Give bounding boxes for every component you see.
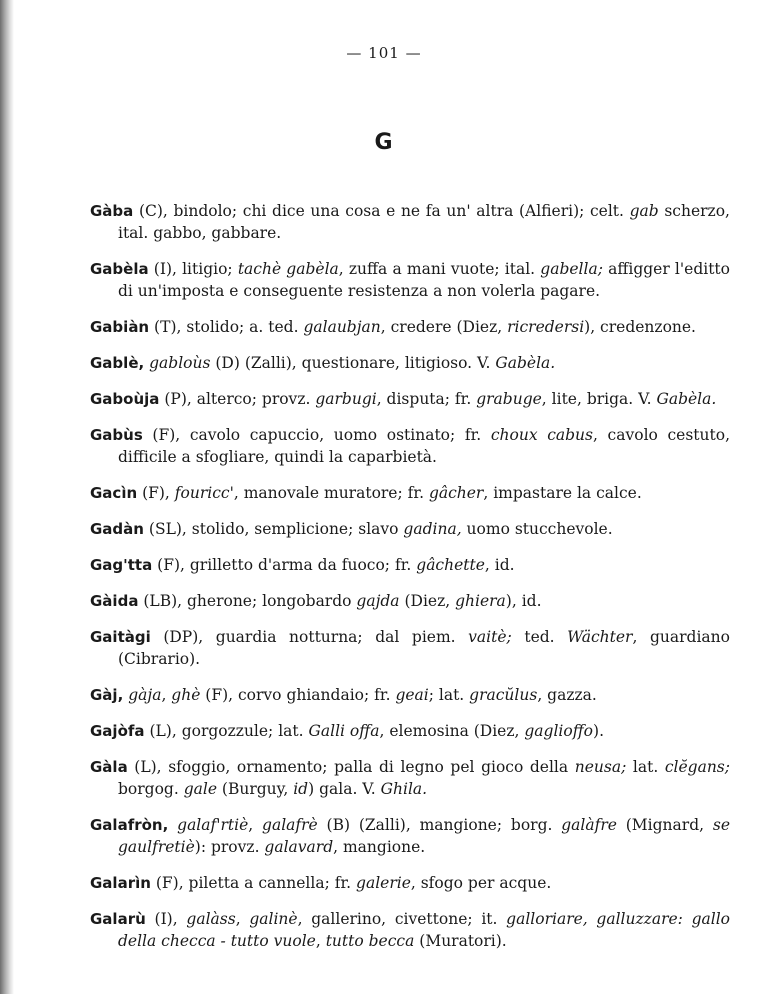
entry-text: (T), stolido; a. ted. — [149, 318, 304, 336]
entry-italic-text: gàja — [128, 686, 162, 704]
entry-text: scherzo, ital. gabbo, gabbare. — [118, 202, 730, 242]
entry-text: (P), alterco; provz. — [159, 390, 316, 408]
entry-italic-text: galerie — [356, 874, 411, 892]
entry-text: , impastare la calce. — [483, 484, 642, 502]
entry-headword: Gabiàn — [90, 318, 150, 336]
entry-text: (L), gorgozzule; lat. — [144, 722, 309, 740]
entry-italic-text: se gaulfretiè — [118, 816, 730, 856]
entry-italic-text: vaitè; — [468, 628, 512, 646]
entry-text: , — [248, 816, 263, 834]
entry-text: (Burguy, — [217, 780, 294, 798]
entry-text: (B) (Zalli), mangione; borg. — [317, 816, 562, 834]
dictionary-entry — [90, 554, 730, 576]
entry-text — [168, 816, 177, 834]
entry-italic-text: id — [293, 780, 309, 798]
entry-italic-text: gab — [629, 202, 659, 220]
entry-text: ), id. — [505, 592, 542, 610]
entry-text: , mangione. — [333, 838, 426, 856]
entry-text: (I), litigio; — [148, 260, 238, 278]
entry-text: ; lat. — [428, 686, 470, 704]
entry-headword: Gag'tta — [90, 556, 153, 574]
entry-text: (SL), stolido, semplicione; slavo — [143, 520, 404, 538]
entry-italic-text: gâchette — [416, 556, 485, 574]
dictionary-entry — [90, 872, 730, 894]
entry-headword: Gàba — [90, 202, 134, 220]
entry-headword: Galarù — [90, 910, 146, 928]
entry-headword: Gablè, — [90, 354, 145, 372]
entry-italic-text: ghiera — [455, 592, 506, 610]
entry-italic-text: Gabèla. — [656, 390, 717, 408]
entry-text: ) gala. V. — [308, 780, 381, 798]
entry-italic-text: gracŭlus — [469, 686, 538, 704]
entry-text: ). — [593, 722, 604, 740]
dictionary-entry — [90, 258, 730, 302]
entry-italic-text: gadina, — [403, 520, 462, 538]
entry-italic-text: galaf'rtiè — [177, 816, 249, 834]
entry-italic-text: tachè gabèla — [237, 260, 339, 278]
entry-italic-text: clĕgans; — [664, 758, 730, 776]
dictionary-entries — [90, 200, 730, 966]
entry-text: , — [161, 686, 172, 704]
entry-italic-text: gabloùs — [149, 354, 211, 372]
entry-headword: Galafròn, — [90, 816, 169, 834]
entry-headword: Gabèla — [90, 260, 149, 278]
entry-italic-text: galloriare, galluzzare: gallo della checca - tutto vuole — [118, 910, 731, 950]
entry-text: , elemosina (Diez, — [379, 722, 525, 740]
entry-text: (I), — [145, 910, 187, 928]
entry-italic-text: galavard — [264, 838, 334, 856]
entry-text: , sfogo per acque. — [410, 874, 552, 892]
entry-text: ), credenzone. — [584, 318, 696, 336]
entry-italic-text: neusa; — [574, 758, 627, 776]
entry-text: (F), — [137, 484, 175, 502]
dictionary-entry — [90, 388, 730, 410]
entry-headword: Gadàn — [90, 520, 144, 538]
entry-text: , gazza. — [537, 686, 597, 704]
entry-text: (Muratori). — [414, 932, 507, 950]
entry-text: (LB), gherone; longobardo — [138, 592, 357, 610]
entry-headword: Galarìn — [90, 874, 151, 892]
entry-text: ): provz. — [194, 838, 265, 856]
entry-italic-text: fouricc' — [174, 484, 234, 502]
entry-text: , — [315, 932, 326, 950]
entry-italic-text: galafrè — [262, 816, 318, 834]
entry-headword: Gajòfa — [90, 722, 145, 740]
entry-text: , lite, briga. V. — [541, 390, 657, 408]
dictionary-entry — [90, 626, 730, 670]
entry-text: uomo stucchevole. — [461, 520, 613, 538]
entry-text: (Diez, — [399, 592, 456, 610]
dictionary-entry — [90, 684, 730, 706]
entry-text: (C), bindolo; chi dice una cosa e ne fa un' altra (Alfieri); celt. — [133, 202, 630, 220]
dictionary-entry — [90, 352, 730, 374]
entry-text: affigger l'editto di un'imposta e conseguente resistenza a non volerla pagare. — [118, 260, 730, 300]
entry-text: , disputa; fr. — [376, 390, 477, 408]
entry-headword: Gaboùja — [90, 390, 160, 408]
entry-text: , manovale muratore; fr. — [233, 484, 429, 502]
dictionary-entry — [90, 424, 730, 468]
entry-italic-text: galaubjan — [303, 318, 381, 336]
dictionary-entry — [90, 814, 730, 858]
entry-italic-text: choux cabus — [490, 426, 593, 444]
entry-italic-text: Gabèla. — [495, 354, 556, 372]
entry-italic-text: galàfre — [561, 816, 617, 834]
dictionary-entry — [90, 316, 730, 338]
entry-text: (F), cavolo capuccio, uomo ostinato; fr. — [142, 426, 491, 444]
entry-headword: Gabùs — [90, 426, 143, 444]
entry-text: (DP), guardia notturna; dal piem. — [150, 628, 469, 646]
entry-text: (Mignard, — [616, 816, 713, 834]
entry-italic-text: tutto becca — [325, 932, 415, 950]
entry-text: , guardiano (Cibrario). — [118, 628, 730, 668]
entry-headword: Gaitàgi — [90, 628, 151, 646]
dictionary-entry — [90, 482, 730, 504]
entry-italic-text: ghè — [171, 686, 201, 704]
entry-italic-text: Galli offa — [308, 722, 380, 740]
entry-text: , — [235, 910, 250, 928]
entry-italic-text: garbugi — [315, 390, 377, 408]
entry-italic-text: geai — [395, 686, 429, 704]
entry-text: (F), piletta a cannella; fr. — [150, 874, 357, 892]
entry-headword: Gàla — [90, 758, 128, 776]
entry-italic-text: gaglioffo — [524, 722, 594, 740]
entry-text: , gallerino, civettone; it. — [297, 910, 507, 928]
entry-text: , cavolo cestuto, difficile a sfogliare, quindi la caparbietà. — [118, 426, 730, 466]
entry-italic-text: ricredersi — [507, 318, 585, 336]
entry-italic-text: galàss — [186, 910, 236, 928]
entry-italic-text: gabella; — [540, 260, 603, 278]
dictionary-entry — [90, 518, 730, 540]
entry-italic-text: gajda — [356, 592, 400, 610]
entry-text: , id. — [484, 556, 515, 574]
entry-italic-text: grabuge — [476, 390, 542, 408]
entry-italic-text: gâcher — [428, 484, 484, 502]
dictionary-entry — [90, 756, 730, 800]
dictionary-entry — [90, 590, 730, 612]
entry-italic-text: Wächter — [567, 628, 633, 646]
page-number: — 101 — — [346, 44, 422, 62]
entry-text: (F), corvo ghiandaio; fr. — [200, 686, 396, 704]
entry-text: lat. — [626, 758, 665, 776]
entry-headword: Gàida — [90, 592, 139, 610]
dictionary-entry — [90, 720, 730, 742]
entry-text: , zuffa a mani vuote; ital. — [338, 260, 541, 278]
entry-text: (L), sfoggio, ornamento; palla di legno pel gioco della — [127, 758, 575, 776]
entry-headword: Gacìn — [90, 484, 138, 502]
dictionary-entry — [90, 908, 730, 952]
entry-headword: Gàj, — [90, 686, 124, 704]
entry-italic-text: gale — [183, 780, 217, 798]
section-letter: G — [374, 130, 394, 155]
entry-italic-text: Ghila. — [380, 780, 428, 798]
entry-italic-text: galinè — [249, 910, 298, 928]
entry-text: (F), grilletto d'arma da fuoco; fr. — [152, 556, 417, 574]
entry-text: , credere (Diez, — [380, 318, 508, 336]
entry-text: (D) (Zalli), questionare, litigioso. V. — [210, 354, 496, 372]
entry-text: ted. — [511, 628, 568, 646]
entry-text: borgog. — [118, 780, 184, 798]
dictionary-entry — [90, 200, 730, 244]
